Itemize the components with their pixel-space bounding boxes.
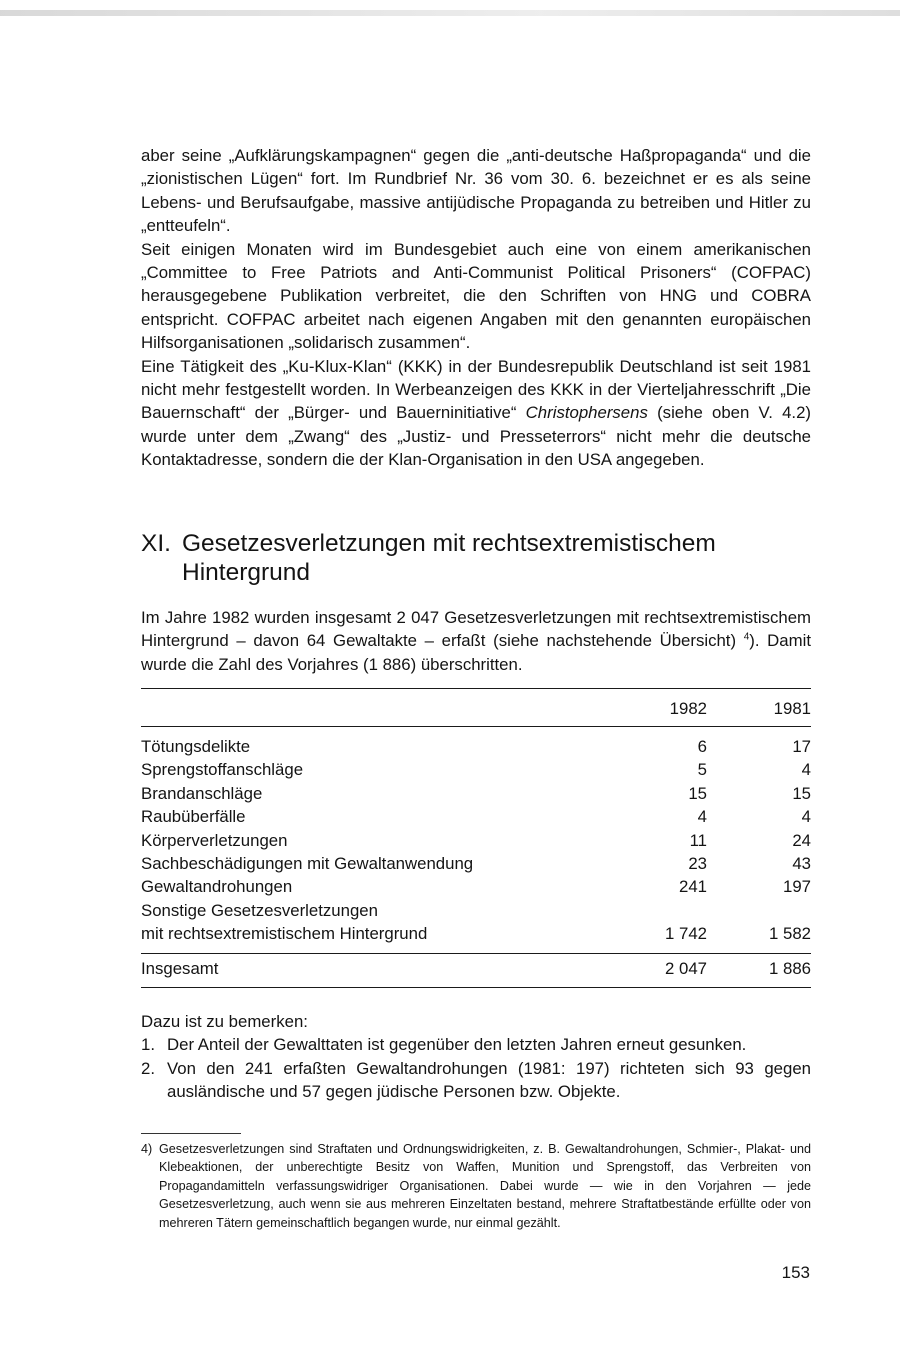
row-value-1981: 4 (801, 807, 811, 827)
table-row (141, 805, 811, 828)
row-value-1982: 4 (697, 807, 707, 827)
row-value-1981: 24 (792, 830, 811, 850)
row-label (141, 899, 427, 946)
row-label: Sprengstoffanschläge (141, 760, 304, 780)
row-value-1981: 197 (783, 877, 811, 897)
section-title: Gesetzesverletzungen mit rechtsextremistischem Hintergrund (182, 530, 716, 586)
table-row (141, 782, 811, 805)
row-value-1981: 17 (792, 737, 811, 756)
footnote-rule (141, 1133, 241, 1134)
intro-text-b: ). Damit wurde die Zahl des Vorjahres (1 886) überschritten. (141, 631, 811, 674)
list-item-number: 1. (141, 1035, 155, 1055)
table-bottom-rule (141, 987, 811, 988)
body-text (141, 144, 811, 472)
total-label: Insgesamt (141, 959, 219, 978)
row-label: Raubüberfälle (141, 807, 246, 827)
total-value-1981: 1 886 (769, 959, 811, 978)
paragraph-3-part-b: (siehe oben V. 4.2) wurde unter dem „Zwang“ des „Justiz- und Presseterrors“ nicht mehr die deutsche Kontaktadresse, sondern die der Klan-Organisation in den USA angegeben. (141, 403, 811, 470)
footnote-reference: 4 (743, 631, 750, 643)
row-label: Tötungsdelikte (141, 737, 251, 756)
row-label: Sachbeschädigungen mit Gewaltanwendung (141, 853, 474, 873)
column-header-1981: 1981 (773, 699, 811, 718)
list-item-text: Der Anteil der Gewalttaten ist gegenüber den letzten Jahren erneut gesunken. (167, 1035, 747, 1055)
intro-paragraph (141, 606, 811, 676)
section-number: XI. (141, 530, 171, 557)
row-value-1982: 1 742 (665, 924, 707, 944)
paragraph-3 (141, 355, 811, 472)
row-value-1981: 1 582 (769, 924, 811, 944)
table-top-rule (141, 688, 811, 689)
intro-text-a: Im Jahre 1982 wurden insgesamt 2 047 Gesetzesverletzungen mit rechtsextremistischem Hintergrund – davon 64 Gewaltakte – erfaßt (siehe nachstehende Übersicht) (141, 608, 811, 651)
row-value-1982: 241 (679, 877, 707, 897)
total-value-1982: 2 047 (665, 959, 707, 978)
row-label-line-2: mit rechtsextremistischem Hintergrund (141, 924, 428, 944)
row-value-1982: 23 (688, 853, 707, 873)
row-value-1981: 4 (801, 760, 811, 780)
row-value-1981: 15 (792, 783, 811, 803)
paragraph-3-part-a: Eine Tätigkeit des „Ku-Klux-Klan“ (KKK) in der Bundesrepublik Deutschland ist seit 1981 nicht mehr festgestellt worden. In Werbeanzeigen des KKK in der Vierteljahresschrift „Die Bauernschaft“ der „Bürger- und Bauerninitiative“ (141, 356, 811, 423)
table-row (141, 875, 811, 898)
footnote (141, 1140, 811, 1232)
remarks-heading: Dazu ist zu bemerken: (141, 1012, 308, 1031)
list-item (141, 1033, 811, 1056)
row-label: Gewaltandrohungen (141, 877, 293, 897)
table-header (141, 697, 811, 720)
row-label: Brandanschläge (141, 783, 263, 803)
list-item-number: 2. (141, 1058, 155, 1078)
row-label: Körperverletzungen (141, 830, 288, 850)
section-heading (141, 529, 811, 587)
list-item-text: Von den 241 erfaßten Gewaltandrohungen (1981: 197) richteten sich 93 gegen ausländische und 57 gegen jüdische Personen bzw. Objekte. (167, 1058, 811, 1102)
table-header-row (141, 697, 811, 720)
table-row (141, 829, 811, 852)
paragraph-2: Seit einigen Monaten wird im Bundesgebiet auch eine von einem amerikanischen „Committee to Free Patriots and Anti-Communist Political Prisoners“ (COFPAC) herausgegebene Publikation verbreitet, die den Schriften von HNG und COBRA entspricht. COFPAC arbeitet nach eigenen Angaben mit den genannten europäischen Hilfsorganisationen „solidarisch zusammen“. (141, 239, 811, 353)
row-value-1982: 15 (688, 783, 707, 803)
footnote-text: Gesetzesverletzungen sind Straftaten und Ordnungswidrigkeiten, z. B. Gewaltandrohungen, Schmier-, Plakat- und Klebeaktionen, der unberechtigte Besitz von Waffen, Munition und Sprengstoff, das Verbreiten von Propagandamitteln verfassungswidriger Organisationen. Dabei wurde — wie in den Vorjahren — jede Gesetzesverletzung, auch wenn sie aus mehreren Einzeltaten bestand, mehrere Straftatbestände erfüllte oder von mehreren Tätern gemeinschaftlich begangen wurde, nur einmal gezählt. (159, 1142, 811, 1230)
remarks (141, 1010, 811, 1104)
table-total-rule (141, 953, 811, 954)
scan-edge-artifact (0, 10, 900, 16)
remarks-list (141, 1033, 811, 1103)
row-value-1982: 5 (697, 760, 707, 780)
paragraph-1: aber seine „Aufklärungskampagnen“ gegen die „anti-deutsche Haßpropaganda“ und die „zionistischen Lügen“ fort. Im Rundbrief Nr. 36 vom 30. 6. bezeichnet er es als seine Lebens- und Berufsaufgabe, massive antijüdische Propaganda zu betreiben und Hitler zu „entteufeln“. (141, 146, 811, 236)
row-value-1981: 43 (792, 853, 811, 873)
row-label-line-1: Sonstige Gesetzesverletzungen (141, 900, 378, 920)
column-header-1982: 1982 (669, 699, 707, 718)
table-row (141, 735, 811, 758)
footnote-mark: 4) (141, 1142, 153, 1156)
row-value-1982: 6 (697, 737, 707, 756)
statistics-table (141, 735, 811, 946)
table-row (141, 852, 811, 875)
table-total-row (141, 957, 811, 980)
list-item (141, 1057, 811, 1104)
row-value-1982: 11 (689, 830, 707, 850)
page-number: 153 (781, 1263, 810, 1282)
table-row (141, 758, 811, 781)
table-header-rule (141, 726, 811, 727)
table-row (141, 899, 811, 946)
table-total (141, 957, 811, 980)
paragraph-3-italic: Christophersens (525, 403, 648, 423)
